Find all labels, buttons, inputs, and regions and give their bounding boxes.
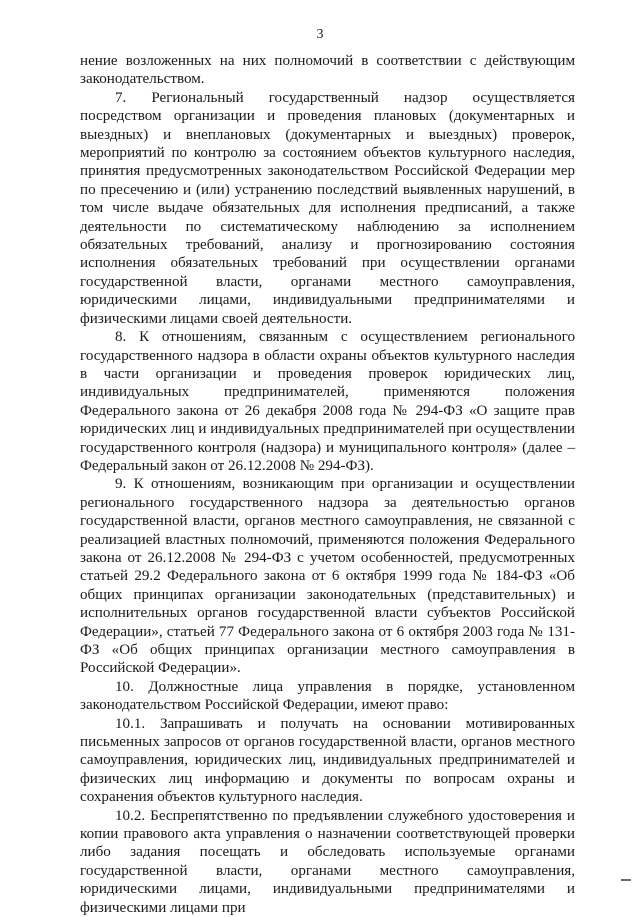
paragraph-continuation: нение возложенных на них полномочий в соответствии с действующим законодательством.: [80, 53, 575, 88]
paragraph-10: 10. Должностные лица управления в порядке, установленном законодательством Российской Федерации, имеют право:: [80, 678, 575, 714]
paragraph-9: 9. К отношениям, возникающим при организации и осуществлении регионального государственного надзора за деятельностью органов государственной власти, органов местного самоуправления, не связанной с реализацией властных полномочий, применяются положения Федерального закона от 26.12.2008 № 294-ФЗ с учетом особенностей, предусмотренных статьей 29.2 Федерального закона от 6 октября 1999 года № 184-ФЗ «Об общих принципах организации законодательных (представительных) и исполнительных органов государственной власти субъектов Российской Федерации», статьей 77 Федерального закона от 6 октября 2003 года № 131-ФЗ «Об общих принципах организации местного самоуправления в Российской Федерации».: [80, 476, 575, 677]
paragraph-7: 7. Региональный государственный надзор осуществляется посредством организации и проведения плановых (документарных и выездных) и внеплановых (документарных и выездных) проверок, мероприятий по контролю за состоянием объектов культурного наследия, принятия предусмотренных законодательством Российской Федерации мер по пресечению и (или) устранению последствий выявленных нарушений, в том числе выдаче обязательных для исполнения предписаний, а также деятельности по систематическому наблюдению за исполнением обязательных требований, анализу и прогнозированию состояния исполнения обязательных требований при осуществлении органами государственной власти, органами местного самоуправления, юридическими лицами, индивидуальными предпринимателями и физическими лицами своей деятельности.: [80, 89, 575, 327]
paragraph-10-1: 10.1. Запрашивать и получать на основании мотивированных письменных запросов от органов государственной власти, органов местного самоуправления, юридических лиц, индивидуальных предпринимателей и физических лиц информацию и документы по вопросам охраны и сохранения объектов культурного наследия.: [80, 715, 575, 806]
paragraph-8: 8. К отношениям, связанным с осуществлением регионального государственного надзора в области охраны объектов культурного наследия в части организации и проведения проверок юридических лиц, индивидуальных предпринимателей, применяются положения Федерального закона от 26 декабря 2008 года № 294-ФЗ «О защите прав юридических лиц и индивидуальных предпринимателей при осуществлении государственного контроля (надзора) и муниципального контроля» (далее – Федеральный закон от 26.12.2008 № 294-ФЗ).: [80, 329, 575, 474]
corner-mark: [621, 879, 631, 881]
page-number: 3: [316, 27, 324, 42]
paragraph-10-2: 10.2. Беспрепятственно по предъявлении служебного удостоверения и копии правового акта управления о назначении соответствующей проверки либо задания посещать и обследовать используемые органами государственной власти, органами местного самоуправления, юридическими лицами, индивидуальными предпринимателями и физическими лицами при: [80, 807, 575, 916]
document-body: [80, 52, 575, 917]
